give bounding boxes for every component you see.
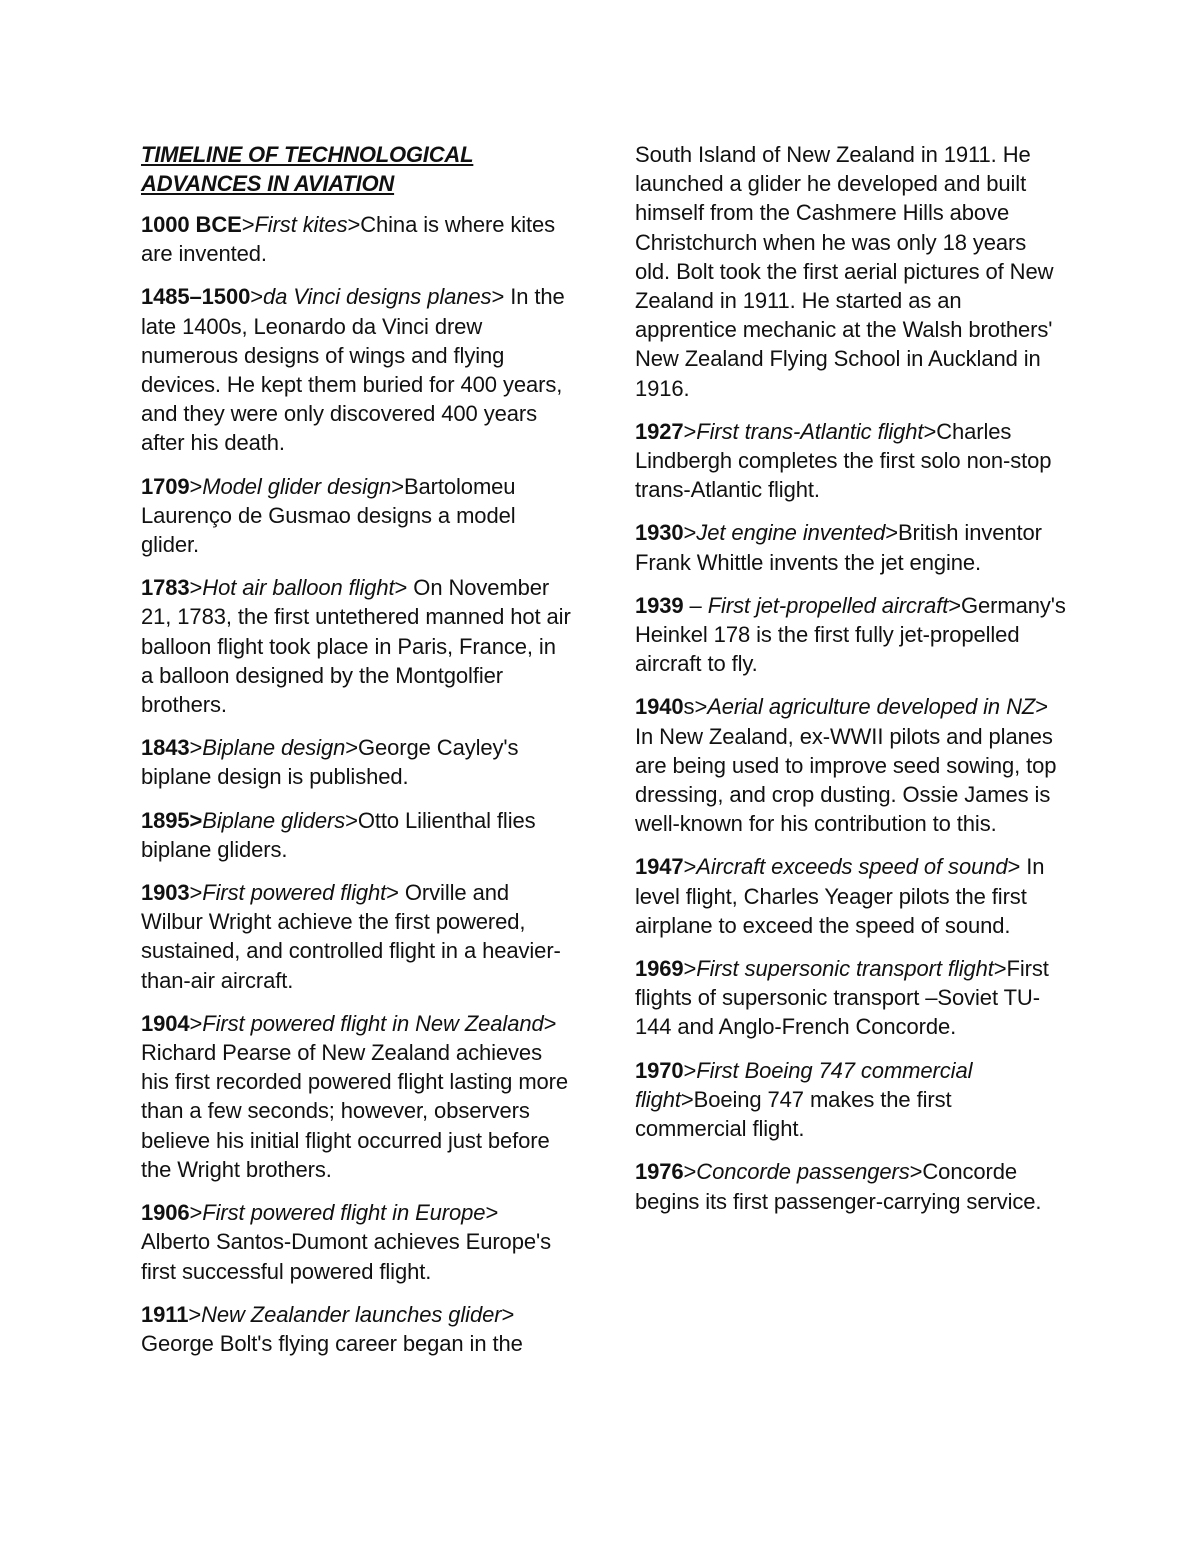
entry-text: Bartolomeu Laurenço de Gusmao designs a model glider. (141, 473, 516, 558)
entry-heading: Model glider design (202, 473, 392, 499)
entry-year: 1940 (635, 694, 684, 720)
entry-text: George Bolt's flying career began in the (141, 1330, 523, 1356)
entry-separator: > (391, 473, 404, 499)
entry-year: 1485–1500 (141, 284, 251, 310)
entry-separator: > (189, 473, 203, 499)
entry-separator: > (885, 520, 898, 546)
entry-year: 1969 (635, 956, 684, 982)
entry-separator: > (909, 1159, 923, 1185)
entry-separator: > (347, 212, 361, 237)
entry-year: 1843 (141, 735, 190, 761)
entry-year: 1903 (141, 880, 190, 906)
entry-heading: First jet-propelled aircraft (707, 592, 949, 618)
entry-text: In level flight, Charles Yeager pilots the first airplane to exceed the speed of sound. (635, 854, 1045, 938)
entry-text: George Cayley's biplane design is published. (141, 735, 519, 790)
entry-separator: > (543, 1010, 557, 1036)
entry-year: 1911 (141, 1301, 189, 1327)
left-column (141, 140, 571, 1372)
entry-separator: > (189, 1010, 203, 1036)
entry-separator: > (241, 212, 255, 237)
right-column (635, 140, 1067, 1230)
entry-heading: Concorde passengers (696, 1159, 910, 1185)
entry-separator: > (1035, 694, 1048, 720)
entry-heading: First Boeing 747 commercial flight (635, 1057, 973, 1112)
entry-text: First flights of supersonic transport –Soviet TU-144 and Anglo-French Concorde. (635, 956, 1049, 1040)
entry-separator: > (683, 1057, 697, 1083)
entry-separator: > (189, 1200, 203, 1226)
entry-heading: Aerial agriculture developed in NZ (707, 694, 1036, 720)
timeline-entry-1976 (635, 1157, 1067, 1215)
timeline-entry-1906 (141, 1198, 571, 1286)
entry-year: 1947 (635, 854, 684, 880)
timeline-entry-1911 (141, 1300, 571, 1358)
timeline-entry-1904 (141, 1009, 571, 1184)
entry-heading: First powered flight in Europe (202, 1200, 486, 1226)
entry-separator: > (250, 284, 263, 310)
entry-heading: New Zealander launches glider (201, 1301, 502, 1327)
entry-text: In New Zealand, ex-WWII pilots and planes are being used to improve seed sowing, top dressing, and crop dusting. Ossie James is well-known for his contribution to this. (635, 723, 1057, 837)
timeline-entry-1783 (141, 573, 571, 719)
timeline-entry-1709 (141, 472, 571, 560)
entry-text: British inventor Frank Whittle invents the jet engine. (635, 520, 1042, 575)
entry-separator: > (491, 284, 505, 310)
entry-year: 1906 (141, 1200, 190, 1226)
entry-year: 1970 (635, 1057, 684, 1083)
entry-text: Charles Lindbergh completes the first solo non-stop trans-Atlantic flight. (635, 418, 1052, 503)
entry-separator: > (189, 735, 203, 761)
entry-heading: First powered flight (202, 880, 387, 906)
entry-year: 1976 (635, 1159, 684, 1185)
entry-heading: First kites (254, 212, 348, 237)
entry-year: 1709 (141, 473, 190, 499)
entry-heading: First trans-Atlantic flight (696, 418, 924, 444)
entry-text: On November 21, 1783, the first untethered manned hot air balloon flight took place in Paris, France, in a balloon designed by the Montgolfier brothers. (141, 575, 571, 718)
entry-year: 1927 (635, 418, 684, 444)
entry-separator: > (345, 735, 358, 761)
title-line-1: TIMELINE OF TECHNOLOGICAL (141, 142, 474, 167)
entry-separator: s> (683, 694, 708, 720)
entry-heading: Jet engine invented (696, 520, 886, 546)
timeline-entry-1903 (141, 878, 571, 995)
entry-heading: da Vinci designs planes (262, 284, 492, 310)
entry-text: Orville and Wilbur Wright achieve the first powered, sustained, and controlled flight in a heavier-than-air aircraft. (141, 880, 561, 993)
entry-year: 1000 BCE (141, 212, 242, 237)
timeline-entry-1843 (141, 733, 571, 791)
entry-separator: > (683, 854, 697, 880)
entry-separator: > (394, 575, 408, 601)
timeline-entry-1927 (635, 417, 1067, 505)
entry-separator: > (345, 807, 358, 833)
entry-text: Boeing 747 makes the first commercial flight. (635, 1086, 952, 1142)
entry-separator: > (485, 1200, 499, 1226)
entry-text: Alberto Santos-Dumont achieves Europe's first successful powered flight. (141, 1229, 551, 1284)
entry-text: Concorde begins its first passenger-carrying service. (635, 1159, 1042, 1214)
entry-separator: > (683, 520, 697, 546)
entry-year: 1904 (141, 1010, 190, 1036)
entry-heading: First powered flight in New Zealand (202, 1010, 544, 1036)
timeline-entry-1000bce (141, 210, 571, 268)
title-line-2: ADVANCES IN AVIATION (141, 171, 395, 196)
entry-text: In the late 1400s, Leonardo da Vinci drew numerous designs of wings and flying devices. He kept them buried for 400 years, and they were only discovered 400 years after his death. (141, 284, 565, 456)
entry-year: 1930 (635, 520, 684, 546)
document-title (141, 140, 571, 198)
entry-separator: > (189, 575, 203, 601)
timeline-entry-1947 (635, 852, 1067, 940)
entry-separator: > (386, 880, 399, 906)
entry-year: 1939 (635, 592, 684, 618)
entry-separator: > (189, 880, 203, 906)
entry-heading: Hot air balloon flight (202, 575, 395, 601)
entry-year: 1783 (141, 575, 190, 601)
entry-separator: > (948, 592, 961, 618)
entry-separator: > (683, 418, 697, 444)
timeline-entry-1895 (141, 806, 571, 864)
entry-separator: > (1007, 854, 1021, 880)
entry-separator: > (501, 1301, 515, 1327)
entry-heading: Biplane gliders (202, 807, 346, 833)
entry-separator: > (683, 1159, 697, 1185)
entry-heading: First supersonic transport flight (696, 956, 994, 982)
timeline-entry-1485 (141, 282, 571, 457)
entry-year: 1895> (141, 807, 203, 833)
entry-text: Richard Pearse of New Zealand achieves his first recorded powered flight lasting more than a few seconds; however, observers believe his initial flight occurred just before the Wright brothers. (141, 1040, 569, 1182)
timeline-entry-1930 (635, 518, 1067, 576)
entry-separator: > (683, 956, 697, 982)
entry-text: Germany's Heinkel 178 is the first fully jet-propelled aircraft to fly. (635, 592, 1066, 677)
entry-1911-continuation: South Island of New Zealand in 1911. He launched a glider he developed and built himself from the Cashmere Hills above Christchurch when he was only 18 years old. Bolt took the first aerial pictures of New Zealand in 1911. He started as an apprentice mechanic at the Walsh brothers' New Zealand Flying School in Auckland in 1916. (635, 142, 1054, 401)
entry-heading: Aircraft exceeds speed of sound (696, 854, 1008, 880)
entry-heading: Biplane design (202, 735, 346, 761)
entry-text: China is where kites are invented. (141, 212, 556, 267)
entry-separator: > (923, 418, 937, 444)
entry-separator: > (993, 956, 1007, 982)
entry-separator: > (680, 1086, 694, 1112)
entry-separator: – (683, 592, 708, 618)
entry-separator: > (188, 1301, 202, 1327)
entry-text: Otto Lilienthal flies biplane gliders. (141, 807, 536, 862)
timeline-entry-1939 (635, 591, 1067, 679)
timeline-entry-1970 (635, 1056, 1067, 1144)
timeline-entry-1969 (635, 954, 1067, 1042)
timeline-entry-1940s (635, 692, 1067, 838)
